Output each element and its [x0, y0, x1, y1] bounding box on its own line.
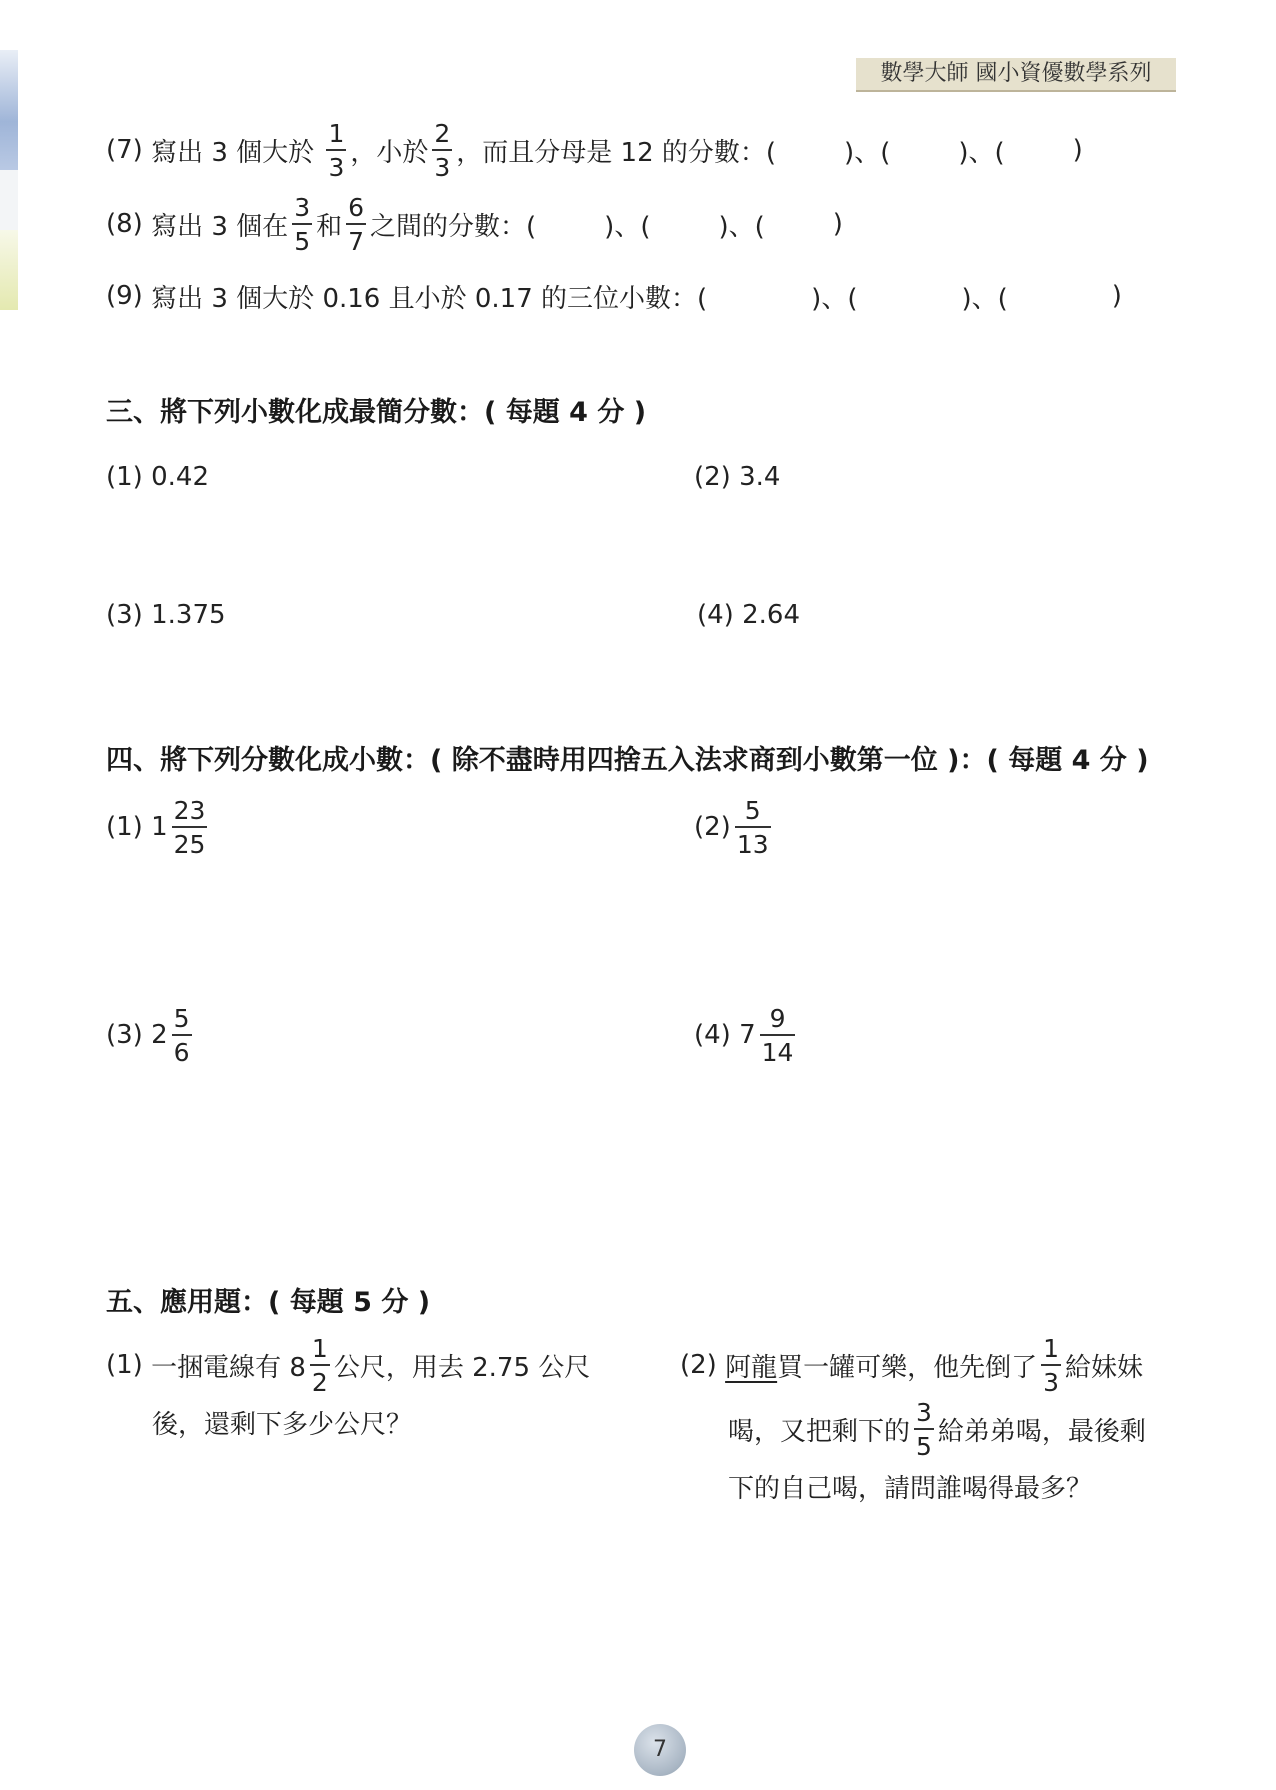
- s5-q2-text-1: 買一罐可樂，他先倒了: [777, 1352, 1038, 1383]
- s4-item-3-label: (3): [106, 1020, 143, 1050]
- s5-q1-line-2: 後，還剩下多少公尺？: [152, 1410, 413, 1440]
- s4-item-4-label: (4): [694, 1020, 731, 1050]
- q8-fraction-1: $\frac{3}{5}$: [294, 192, 311, 256]
- s5-q2-fraction-1: $\frac{1}{3}$: [1043, 1333, 1060, 1397]
- s5-q2-line-2: [728, 1390, 1146, 1468]
- s4-item-2: [694, 788, 775, 866]
- s4-item-1-whole: 1: [151, 812, 168, 842]
- q7-text-2: ，小於: [350, 137, 429, 168]
- s4-item-3-whole: 2: [151, 1020, 168, 1050]
- s4-item-4-fraction: $\frac{9}{14}$: [761, 1003, 794, 1067]
- s3-item-1-value: 0.42: [151, 462, 209, 492]
- q8-text-2: 和: [316, 211, 343, 242]
- s5-q1-fraction: $\frac{1}{2}$: [311, 1333, 328, 1397]
- s4-item-1: [106, 788, 211, 866]
- s4-item-3: [106, 996, 196, 1074]
- s5-q1-line-1: [106, 1326, 590, 1404]
- question-9: [106, 272, 1122, 320]
- s4-item-3-fraction: $\frac{5}{6}$: [173, 1003, 190, 1067]
- s5-q2-label: (2): [680, 1350, 717, 1380]
- q9-label: (9): [106, 281, 143, 311]
- s3-item-2: [694, 462, 780, 492]
- s3-item-3-label: (3): [106, 600, 143, 630]
- q7-text-1: 寫出 3 個大於: [151, 137, 315, 168]
- q8-text-3: 之間的分數：(: [370, 211, 537, 242]
- decor-band-light: [0, 170, 18, 230]
- s5-q2-line-2b: 給弟弟喝，最後剩: [937, 1416, 1146, 1447]
- s4-item-1-fraction: $\frac{23}{25}$: [173, 795, 206, 859]
- question-8: [106, 186, 843, 262]
- s4-item-4-whole: 7: [739, 1020, 756, 1050]
- s4-item-1-label: (1): [106, 812, 143, 842]
- s5-q1-text-2: 公尺，用去 2.75 公尺: [333, 1352, 591, 1383]
- q7-sep-1: )、(: [844, 137, 891, 168]
- s3-item-3-value: 1.375: [151, 600, 226, 630]
- q8-fraction-2: $\frac{6}{7}$: [348, 192, 365, 256]
- q7-sep-2: )、(: [958, 137, 1005, 168]
- left-edge-decoration: [0, 50, 18, 310]
- q8-text-1: 寫出 3 個在: [151, 211, 289, 242]
- s3-item-1-label: (1): [106, 462, 143, 492]
- s5-q2-line-3: 下的自己喝，請問誰喝得最多？: [728, 1474, 1093, 1504]
- q8-sep-1: )、(: [604, 211, 651, 242]
- q7-label: (7): [106, 135, 143, 165]
- s3-item-4-value: 2.64: [742, 600, 800, 630]
- q7-fraction-1: $\frac{1}{3}$: [328, 118, 345, 182]
- s3-item-2-value: 3.4: [739, 462, 781, 492]
- section-5-heading: 五、應用題：( 每題 5 分 ): [106, 1287, 431, 1318]
- q8-end: ): [832, 209, 843, 239]
- s3-item-1: [106, 462, 209, 492]
- q9-end: ): [1111, 281, 1122, 311]
- q9-sep-1: )、(: [811, 283, 858, 314]
- q8-sep-2: )、(: [718, 211, 765, 242]
- s3-item-4-label: (4): [697, 600, 734, 630]
- q7-text-3: ，而且分母是 12 的分數：(: [456, 137, 777, 168]
- s5-q1-label: (1): [106, 1350, 143, 1380]
- s3-item-2-label: (2): [694, 462, 731, 492]
- q7-fraction-2: $\frac{2}{3}$: [434, 118, 451, 182]
- s5-q2-text-2: 給妹妹: [1065, 1352, 1144, 1383]
- s4-item-4: [694, 996, 799, 1074]
- s5-q1-text-1: 一捆電線有 8: [151, 1352, 306, 1383]
- q9-sep-2: )、(: [961, 283, 1008, 314]
- s4-item-2-label: (2): [694, 812, 731, 842]
- section-4-heading: 四、將下列分數化成小數：( 除不盡時用四捨五入法求商到小數第一位 )：( 每題 4 分 ): [106, 745, 1149, 776]
- s5-q2-fraction-2: $\frac{3}{5}$: [916, 1397, 932, 1461]
- s4-item-2-fraction: $\frac{5}{13}$: [736, 795, 769, 859]
- q8-label: (8): [106, 209, 143, 239]
- decor-band-green: [0, 230, 18, 310]
- s5-q2-name: 阿龍: [725, 1352, 778, 1383]
- s3-item-4: [697, 600, 800, 630]
- section-3-heading: 三、將下列小數化成最簡分數：( 每題 4 分 ): [106, 397, 647, 428]
- series-tag: 數學大師 國小資優數學系列: [856, 58, 1176, 92]
- q9-text-1: 寫出 3 個大於 0.16 且小於 0.17 的三位小數：(: [151, 283, 708, 314]
- s3-item-3: [106, 600, 226, 630]
- s5-q2-line-2a: 喝，又把剩下的: [728, 1416, 911, 1447]
- decor-band-blue: [0, 50, 18, 170]
- page-number: 7: [634, 1724, 686, 1776]
- q7-end: ): [1072, 135, 1083, 165]
- question-7: [106, 112, 1083, 188]
